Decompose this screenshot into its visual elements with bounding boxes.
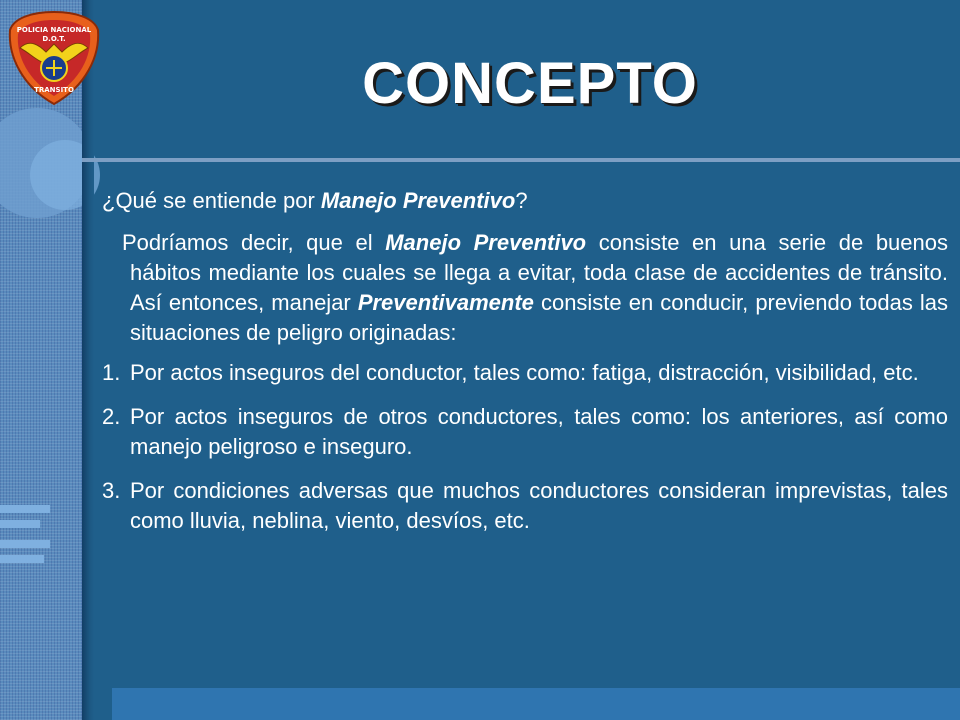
logo-text-mid: D.O.T. <box>42 35 66 43</box>
list-item-number: 2. <box>102 404 121 429</box>
shield-emblem-icon <box>6 8 102 108</box>
list-item-number: 1. <box>102 360 121 385</box>
decorative-bar <box>0 540 50 548</box>
list-item-number: 3. <box>102 478 121 503</box>
paragraph-part-3: consiste en conducir, previendo todas las situaciones de peligro originadas: <box>130 290 948 345</box>
title-divider-line <box>82 158 960 162</box>
situations-list <box>102 358 948 536</box>
question-end: ? <box>515 188 528 213</box>
paragraph-part-1: Podríamos decir, que el <box>122 230 386 255</box>
paragraph-emphasis-1: Manejo Preventivo <box>385 230 587 255</box>
list-item <box>102 358 948 388</box>
paragraph-emphasis-2: Preventivamente <box>357 290 534 315</box>
paragraph-part-2: consiste en una serie de buenos hábitos mediante los cuales se llega a evitar, toda clase de accidentes de tránsito. Así entonces, manejar <box>130 230 948 315</box>
logo-text-bottom: TRANSITO <box>34 86 74 94</box>
slide-content <box>102 186 948 550</box>
definition-paragraph <box>102 228 948 348</box>
bottom-bar <box>112 688 960 720</box>
decorative-bar <box>0 505 50 513</box>
question-line <box>102 186 948 216</box>
question-emphasis: Manejo Preventivo <box>320 188 516 213</box>
list-item-text: Por condiciones adversas que muchos conductores consideran imprevistas, tales como lluvia, neblina, viento, desvíos, etc. <box>130 478 948 533</box>
slide-title: CONCEPTO <box>362 51 698 116</box>
list-item <box>102 402 948 462</box>
list-item-text: Por actos inseguros del conductor, tales como: fatiga, distracción, visibilidad, etc. <box>130 360 919 385</box>
list-item-text: Por actos inseguros de otros conductores, tales como: los anteriores, así como manejo peligroso e inseguro. <box>130 404 948 459</box>
list-item <box>102 476 948 536</box>
policia-nacional-logo <box>6 8 102 108</box>
decorative-bar <box>0 555 44 563</box>
question-text: ¿Qué se entiende por <box>102 188 321 213</box>
logo-text-top: POLICIA NACIONAL <box>16 26 92 34</box>
decorative-bar <box>0 520 40 528</box>
